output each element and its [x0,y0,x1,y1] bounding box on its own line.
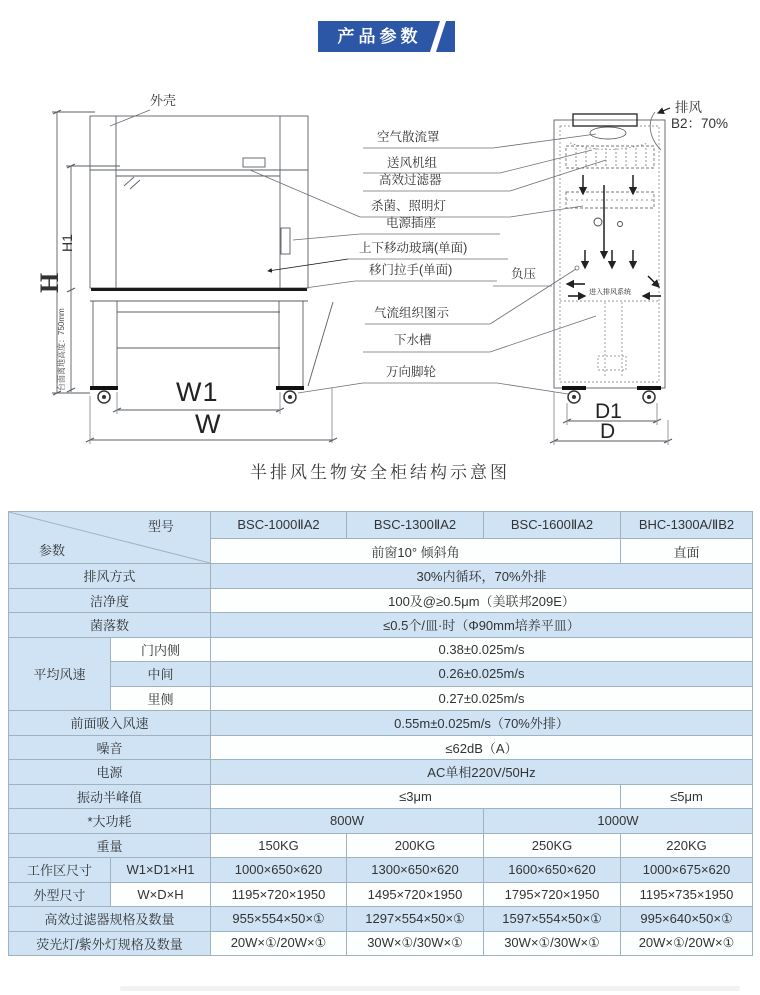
label-moving-glass: 上下移动玻璃(单面) [359,241,468,255]
table-row-outer-size [9,882,753,907]
row-value: 250KG [484,833,621,858]
row-value: 1000×650×620 [211,858,347,883]
dim-w: W [195,409,222,439]
table-row-lamps [9,931,753,956]
label-power-socket: 电源插座 [386,216,437,230]
cell-window-tilted: 前窗10° 倾斜角 [211,539,621,564]
label-blower-unit: 送风机组 [387,156,438,170]
row-label: 振动半峰值 [9,784,211,809]
model-name: BSC-1600ⅡA2 [484,512,621,539]
table-row-vibration [9,784,753,809]
label-exhaust-ratio: B2：70% [671,116,729,131]
row-value: 0.26±0.025m/s [211,662,753,687]
row-value: 1297×554×50×① [347,907,484,932]
row-value: 200KG [347,833,484,858]
table-row-intake [9,711,753,736]
row-label: 电源 [9,760,211,785]
row-label: 重量 [9,833,211,858]
label-door-handle: 移门拉手(单面) [369,263,453,277]
label-uv-lighting-lamp: 杀菌、照明灯 [371,199,447,213]
dim-d: D [600,420,616,443]
row-sublabel: 里侧 [111,686,211,711]
row-label: 外型尺寸 [9,882,111,907]
row-label: 平均风速 [9,637,111,711]
row-value: ≤3μm [211,784,621,809]
row-value: 1195×735×1950 [621,882,753,907]
row-value: 1795×720×1950 [484,882,621,907]
table-row-speed-middle [9,662,753,687]
table-row-power [9,760,753,785]
row-label: 前面吸入风速 [9,711,211,736]
row-value: 20W×①/20W×① [621,931,753,956]
corner-cell [9,512,211,564]
row-value: 220KG [621,833,753,858]
row-label: 工作区尺寸 [9,858,111,883]
row-value: 0.55m±0.025m/s（70%外排） [211,711,753,736]
model-name: BHC-1300A/ⅡB2 [621,512,753,539]
row-value: 1300×650×620 [347,858,484,883]
row-value: 1195×720×1950 [211,882,347,907]
row-value: 1597×554×50×① [484,907,621,932]
table-row-cleanliness [9,588,753,613]
row-value: 1000×675×620 [621,858,753,883]
label-airflow-pattern: 气流组织图示 [374,306,450,320]
row-label: 高效过滤器规格及数量 [9,907,211,932]
dim-d1: D1 [595,400,622,423]
label-negative-pressure: 负压 [511,267,537,281]
row-value: 0.38±0.025m/s [211,637,753,662]
table-row-consumption [9,809,753,834]
label-casters: 万向脚轮 [386,365,437,379]
row-value: 800W [211,809,484,834]
corner-param-label: 参数 [39,543,66,558]
label-into-exhaust-system: 进入排风系统 [589,289,631,296]
row-value: ≤62dB（A） [211,735,753,760]
row-sublabel: W1×D1×H1 [111,858,211,883]
row-sublabel: W×D×H [111,882,211,907]
row-value: ≤0.5个/皿·时（Φ90mm培养平皿） [211,613,753,638]
row-label: 洁净度 [9,588,211,613]
row-value: 30W×①/30W×① [484,931,621,956]
table-row-filter [9,907,753,932]
row-sublabel: 门内侧 [111,637,211,662]
label-air-diffuser: 空气散流罩 [377,130,440,144]
row-label: *大功耗 [9,809,211,834]
row-value: 20W×①/20W×① [211,931,347,956]
table-row-speed-door [9,637,753,662]
label-hepa-filter: 高效过滤器 [379,173,442,187]
table-row-weight [9,833,753,858]
diagram-caption: 半排风生物安全柜结构示意图 [250,463,510,482]
row-value: 1000W [484,809,753,834]
dim-h1: H1 [59,234,75,252]
row-value: 100及@≥0.5μm（美联邦209E） [211,588,753,613]
table-row-work-area [9,858,753,883]
label-outer-shell: 外壳 [150,93,177,108]
row-value: 1600×650×620 [484,858,621,883]
row-value: 995×640×50×① [621,907,753,932]
corner-model-label: 型号 [147,519,174,534]
table-row-speed-inner [9,686,753,711]
table-row-noise [9,735,753,760]
page-title-text: 产品参数 [337,27,422,46]
row-label: 菌落数 [9,613,211,638]
model-name: BSC-1000ⅡA2 [211,512,347,539]
row-value: 30W×①/30W×① [347,931,484,956]
row-value: AC单相220V/50Hz [211,760,753,785]
row-label: 排风方式 [9,564,211,589]
row-value: 150KG [211,833,347,858]
cell-window-straight: 直面 [621,539,753,564]
table-row-colony [9,613,753,638]
row-value: 955×554×50×① [211,907,347,932]
row-sublabel: 中间 [111,662,211,687]
row-label: 荧光灯/紫外灯规格及数量 [9,931,211,956]
label-worktop-height: 台面离地高度：750mm [57,308,66,391]
row-label: 噪音 [9,735,211,760]
faint-bottom-watermark [120,986,740,991]
dim-h: H [35,272,64,293]
table-row-models [9,512,753,539]
label-exhaust: 排风 [675,100,702,115]
row-value: 1495×720×1950 [347,882,484,907]
row-value: 0.27±0.025m/s [211,686,753,711]
row-value: ≤5μm [621,784,753,809]
dim-w1: W1 [176,377,219,407]
table-row-exhaust [9,564,753,589]
row-value: 30%内循环，70%外排 [211,564,753,589]
model-name: BSC-1300ⅡA2 [347,512,484,539]
label-drain-sink: 下水槽 [394,333,432,347]
spec-table [8,511,753,956]
